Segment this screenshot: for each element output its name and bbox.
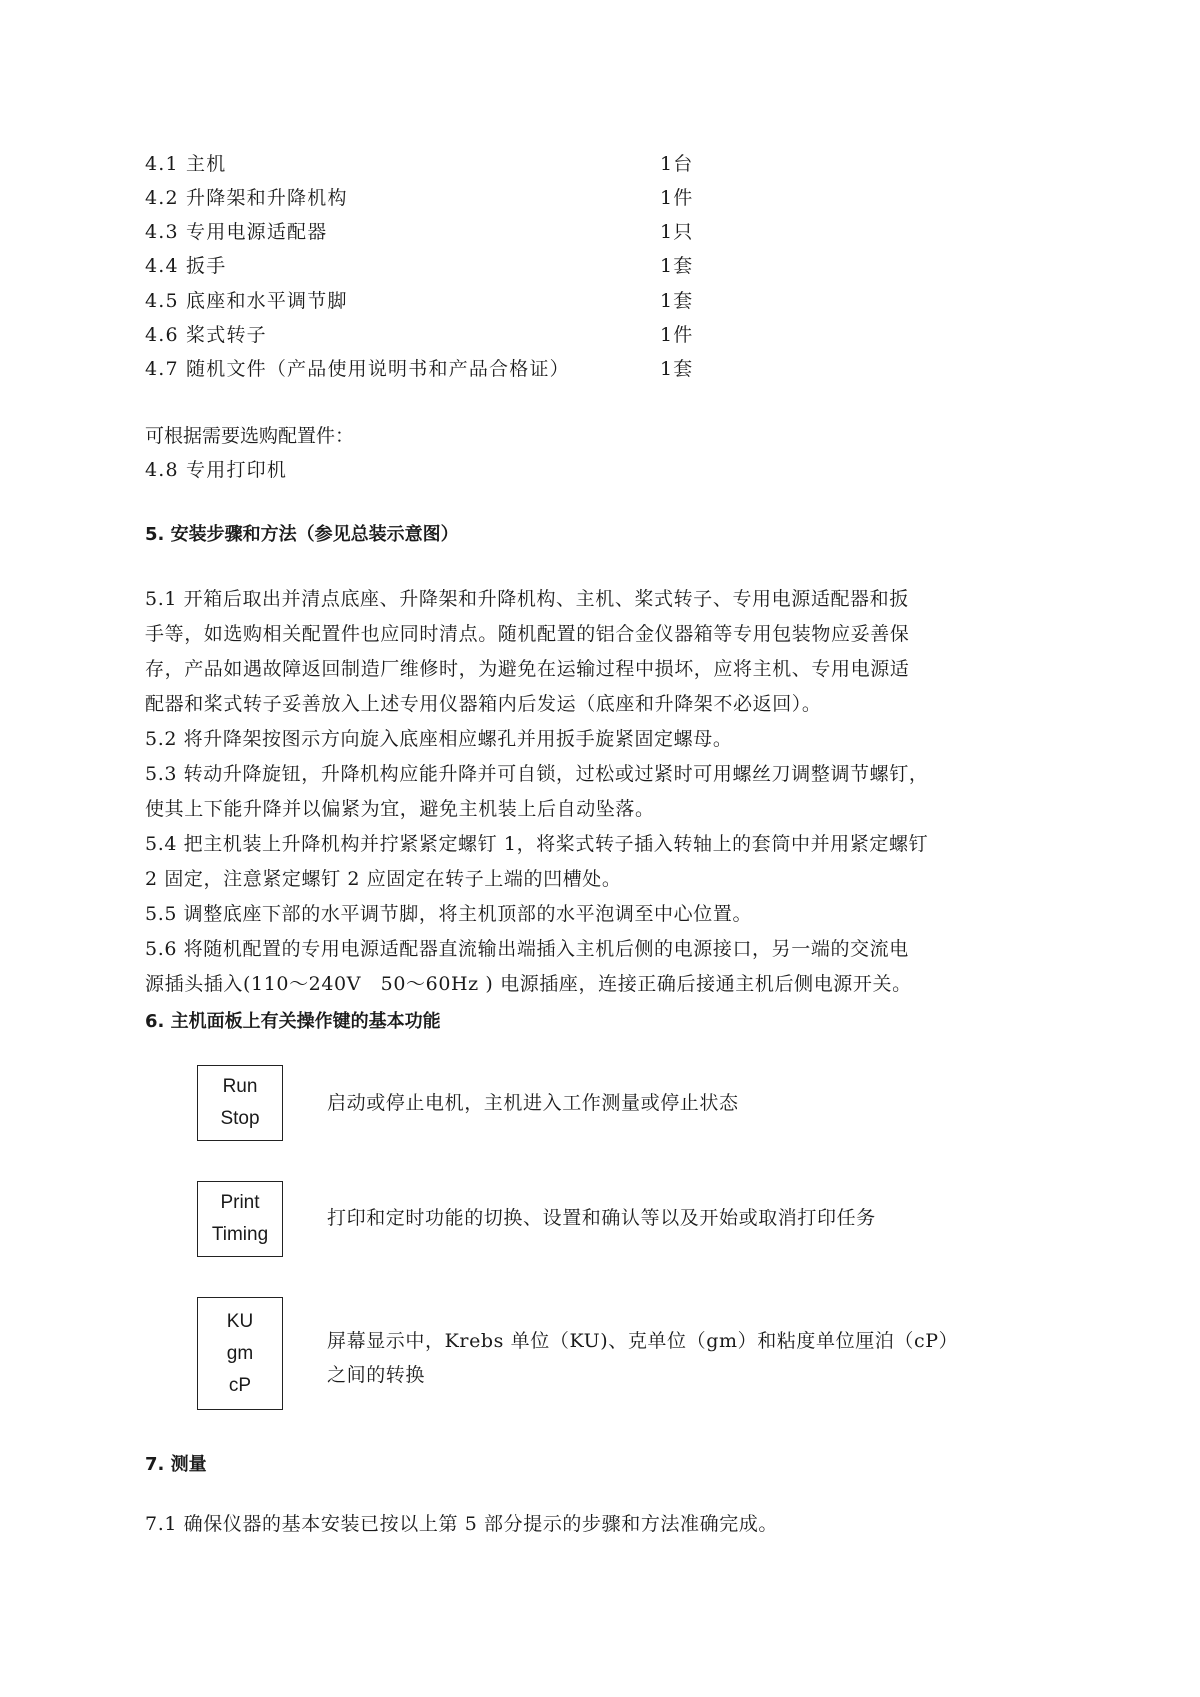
section-5-body — [145, 582, 1065, 1002]
optional-intro: 可根据需要选购配置件： — [145, 425, 355, 447]
key-description: 启动或停止电机，主机进入工作测量或停止状态 — [327, 1092, 739, 1114]
key-description: 打印和定时功能的切换、设置和确认等以及开始或取消打印任务 — [327, 1207, 876, 1229]
paragraph-line: 源插头插入(110～240V 50～60Hz ) 电源插座，连接正确后接通主机后侧电源开关。 — [145, 973, 912, 995]
unit-switch-key — [197, 1297, 283, 1410]
list-item-label: 4.4 扳手 — [145, 255, 227, 277]
print-timing-description — [327, 1201, 876, 1235]
paragraph-line: 使其上下能升降并以偏紧为宜，避免主机装上后自动坠落。 — [145, 798, 655, 820]
print-timing-key — [197, 1181, 283, 1257]
key-label: Timing — [211, 1224, 269, 1245]
list-item-qty: 1套 — [660, 358, 694, 380]
paragraph-line: 5.3 转动升降旋钮，升降机构应能升降并可自锁，过松或过紧时可用螺丝刀调整调节螺钉， — [145, 763, 929, 785]
list-item-label: 4.2 升降架和升降机构 — [145, 187, 348, 209]
list-item-qty: 1件 — [660, 324, 694, 346]
list-item-qty: 1件 — [660, 187, 694, 209]
list-item-qty: 1套 — [660, 290, 694, 312]
run-stop-description — [327, 1086, 739, 1120]
paragraph-line: 存，产品如遇故障返回制造厂维修时，为避免在运输过程中损坏，应将主机、专用电源适 — [145, 658, 910, 680]
list-item-label: 4.3 专用电源适配器 — [145, 221, 328, 243]
paragraph-line: 5.2 将升降架按图示方向旋入底座相应螺孔并用扳手旋紧固定螺母。 — [145, 728, 733, 750]
key-label: cP — [228, 1374, 252, 1396]
list-item-qty: 1只 — [660, 221, 694, 243]
optional-item: 4.8 专用打印机 — [145, 459, 288, 481]
key-label: Print — [220, 1192, 260, 1213]
paragraph-line: 5.1 开箱后取出并清点底座、升降架和升降机构、主机、桨式转子、专用电源适配器和扳 — [145, 588, 909, 610]
paragraph-line: 配器和桨式转子妥善放入上述专用仪器箱内后发运（底座和升降架不必返回）。 — [145, 693, 822, 715]
paragraph-line: 手等，如选购相关配置件也应同时清点。随机配置的铝合金仪器箱等专用包装物应妥善保 — [145, 623, 910, 645]
paragraph-line: 5.4 把主机装上升降机构并拧紧紧定螺钉 1，将桨式转子插入转轴上的套筒中并用紧定螺钉 — [145, 833, 929, 855]
key-label: Run — [222, 1076, 258, 1097]
section-5-heading: 5. 安装步骤和方法（参见总装示意图） — [145, 524, 459, 545]
section-7-line: 7.1 确保仪器的基本安装已按以上第 5 部分提示的步骤和方法准确完成。 — [145, 1513, 779, 1535]
unit-switch-description — [327, 1324, 958, 1392]
run-stop-key — [197, 1065, 283, 1141]
paragraph-line: 5.5 调整底座下部的水平调节脚，将主机顶部的水平泡调至中心位置。 — [145, 903, 753, 925]
list-item-label: 4.1 主机 — [145, 153, 227, 175]
key-label: gm — [226, 1342, 254, 1364]
list-item-label: 4.7 随机文件（产品使用说明书和产品合格证） — [145, 358, 570, 380]
list-item-label: 4.5 底座和水平调节脚 — [145, 290, 348, 312]
key-label: KU — [226, 1310, 254, 1332]
list-item-qty: 1套 — [660, 255, 694, 277]
paragraph-line: 5.6 将随机配置的专用电源适配器直流输出端插入主机后侧的电源接口，另一端的交流电 — [145, 938, 909, 960]
key-description: 屏幕显示中，Krebs 单位（KU)、克单位（gm）和粘度单位厘泊（cP） — [327, 1330, 959, 1352]
paragraph-line: 2 固定，注意紧定螺钉 2 应固定在转子上端的凹槽处。 — [145, 868, 622, 890]
key-label: Stop — [220, 1108, 260, 1129]
list-item-label: 4.6 桨式转子 — [145, 324, 267, 346]
section-6-heading: 6. 主机面板上有关操作键的基本功能 — [145, 1011, 441, 1032]
section-7-heading: 7. 测量 — [145, 1454, 207, 1475]
list-item-qty: 1台 — [660, 153, 694, 175]
key-description: 之间的转换 — [327, 1364, 426, 1386]
